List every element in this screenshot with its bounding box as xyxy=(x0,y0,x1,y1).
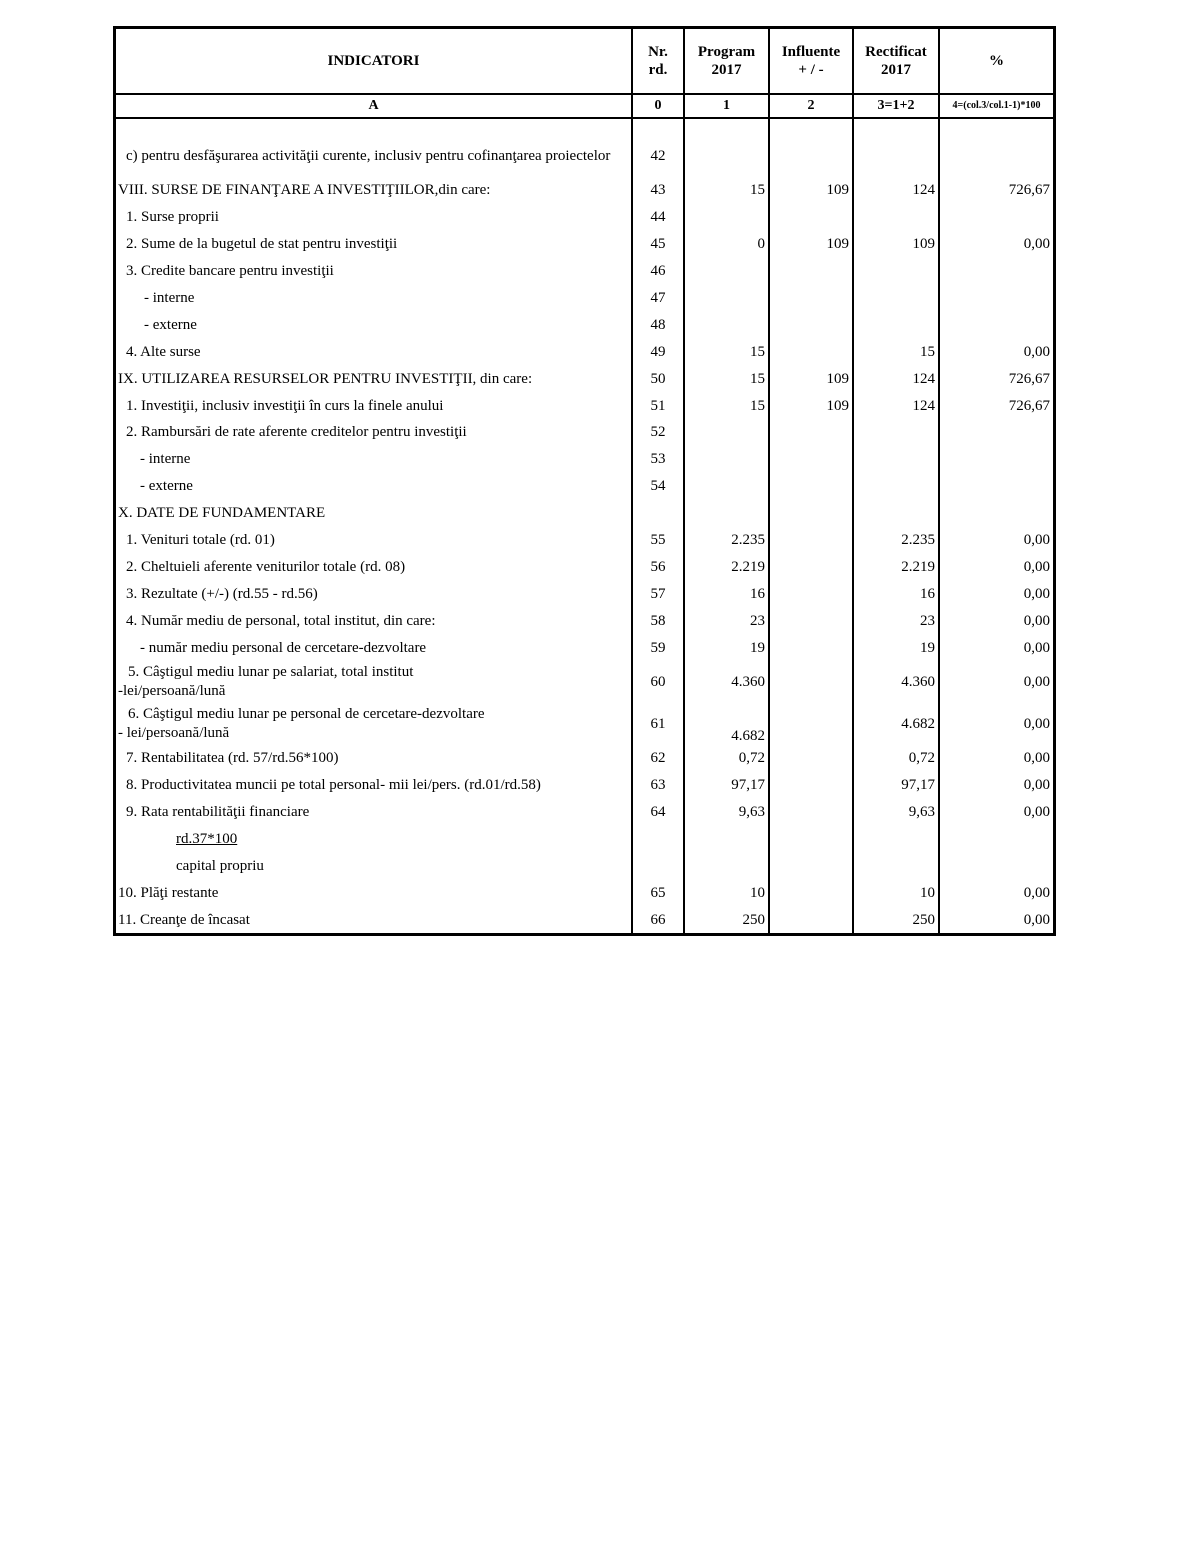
row-influente xyxy=(769,446,853,473)
row-program: 19 xyxy=(684,634,769,661)
row-rectificat: 124 xyxy=(853,177,939,204)
table-row xyxy=(116,419,1053,446)
row-percent xyxy=(939,826,1053,853)
row-label-multiline xyxy=(116,661,632,703)
row-rectificat xyxy=(853,135,939,177)
row-rectificat xyxy=(853,446,939,473)
subheader-a: A xyxy=(116,94,632,118)
header-rectificat: Rectificat 2017 xyxy=(853,29,939,94)
row-label: VIII. SURSE DE FINANŢARE A INVESTIŢIILOR,din care: xyxy=(118,182,491,199)
row-label: - externe xyxy=(140,478,193,495)
row-percent xyxy=(939,500,1053,527)
row-percent: 0,00 xyxy=(939,580,1053,607)
row-influente xyxy=(769,338,853,365)
table-row xyxy=(116,879,1053,906)
row-label: 10. Plăţi restante xyxy=(118,884,219,901)
header-influente: Influente + / - xyxy=(769,29,853,94)
row-nr: 44 xyxy=(632,204,684,231)
row-percent: 726,67 xyxy=(939,177,1053,204)
row-percent xyxy=(939,853,1053,880)
row-nr: 57 xyxy=(632,580,684,607)
row-influente xyxy=(769,607,853,634)
table-row xyxy=(116,634,1053,661)
row-rectificat xyxy=(853,500,939,527)
row-label: - număr mediu personal de cercetare-dezvoltare xyxy=(140,639,427,656)
row-nr xyxy=(632,853,684,880)
row-percent: 0,00 xyxy=(939,634,1053,661)
formula-numerator-text: rd.37*100 xyxy=(176,831,238,848)
row-program xyxy=(684,473,769,500)
table-row xyxy=(116,772,1053,799)
row-percent: 726,67 xyxy=(939,365,1053,392)
row-rectificat: 4.360 xyxy=(853,661,939,703)
row-program: 0,72 xyxy=(684,745,769,772)
table-row xyxy=(116,853,1053,880)
row-rectificat: 2.235 xyxy=(853,527,939,554)
row-rectificat xyxy=(853,419,939,446)
row-label-multiline xyxy=(116,703,632,745)
row-percent: 0,00 xyxy=(939,231,1053,258)
row-nr: 52 xyxy=(632,419,684,446)
row-influente xyxy=(769,553,853,580)
header-nr: Nr. rd. xyxy=(632,29,684,94)
row-percent xyxy=(939,258,1053,285)
table-row xyxy=(116,311,1053,338)
row-influente xyxy=(769,879,853,906)
row-influente xyxy=(769,661,853,703)
row-nr: 53 xyxy=(632,446,684,473)
row-label: - externe xyxy=(144,316,197,333)
row-label: X. DATE DE FUNDAMENTARE xyxy=(118,505,326,522)
row-influente xyxy=(769,799,853,826)
table-row xyxy=(116,826,1053,853)
table-row xyxy=(116,135,1053,177)
row-program xyxy=(684,853,769,880)
row-influente xyxy=(769,906,853,933)
row-program xyxy=(684,419,769,446)
row-label: 3. Rezultate (+/-) (rd.55 - rd.56) xyxy=(126,585,318,602)
row-influente xyxy=(769,745,853,772)
row-nr: 65 xyxy=(632,879,684,906)
row-percent xyxy=(939,311,1053,338)
row-rectificat: 0,72 xyxy=(853,745,939,772)
row-rectificat xyxy=(853,473,939,500)
subheader-col2: 2 xyxy=(769,94,853,118)
row-program: 15 xyxy=(684,177,769,204)
row-nr: 60 xyxy=(632,661,684,703)
row-program: 2.219 xyxy=(684,553,769,580)
table-row xyxy=(116,661,1053,703)
row-nr: 55 xyxy=(632,527,684,554)
row-nr: 59 xyxy=(632,634,684,661)
subheader-col4: 4=(col.3/col.1-1)*100 xyxy=(939,94,1053,118)
row-program: 23 xyxy=(684,607,769,634)
table-row xyxy=(116,553,1053,580)
row-nr: 46 xyxy=(632,258,684,285)
header-percent: % xyxy=(939,29,1053,94)
row-percent xyxy=(939,446,1053,473)
table-row xyxy=(116,745,1053,772)
row-nr: 47 xyxy=(632,285,684,312)
header-program: Program 2017 xyxy=(684,29,769,94)
row-percent: 0,00 xyxy=(939,906,1053,933)
table-row xyxy=(116,703,1053,745)
row-nr: 58 xyxy=(632,607,684,634)
row-rectificat: 15 xyxy=(853,338,939,365)
row-influente xyxy=(769,826,853,853)
row-rectificat xyxy=(853,204,939,231)
table-row xyxy=(116,231,1053,258)
row-program xyxy=(684,204,769,231)
row-label: 1. Investiţii, inclusiv investiţii în curs la finele anului xyxy=(126,397,444,414)
row-label: 2. Rambursări de rate aferente creditelor pentru investiţii xyxy=(126,424,467,441)
row-influente xyxy=(769,580,853,607)
row-label: IX. UTILIZAREA RESURSELOR PENTRU INVESTIŢII, din care: xyxy=(118,370,533,387)
row-rectificat: 23 xyxy=(853,607,939,634)
row-label-unit: -lei/persoană/lună xyxy=(118,683,226,700)
row-influente xyxy=(769,527,853,554)
row-influente: 109 xyxy=(769,177,853,204)
row-rectificat: 4.682 xyxy=(853,703,939,745)
row-label: 2. Sume de la bugetul de stat pentru investiţii xyxy=(126,236,398,253)
subheader-col1: 1 xyxy=(684,94,769,118)
table-row xyxy=(116,365,1053,392)
row-label: 4. Număr mediu de personal, total institut, din care: xyxy=(126,612,436,629)
table-row xyxy=(116,473,1053,500)
row-label: 3. Credite bancare pentru investiţii xyxy=(126,263,334,280)
row-program: 0 xyxy=(684,231,769,258)
row-rectificat: 124 xyxy=(853,365,939,392)
row-nr: 49 xyxy=(632,338,684,365)
row-nr: 43 xyxy=(632,177,684,204)
row-percent xyxy=(939,419,1053,446)
row-program: 2.235 xyxy=(684,527,769,554)
row-percent: 0,00 xyxy=(939,772,1053,799)
row-percent: 0,00 xyxy=(939,553,1053,580)
row-rectificat: 16 xyxy=(853,580,939,607)
row-program xyxy=(684,135,769,177)
row-percent: 0,00 xyxy=(939,879,1053,906)
row-rectificat xyxy=(853,826,939,853)
row-percent xyxy=(939,135,1053,177)
row-percent xyxy=(939,285,1053,312)
table-row xyxy=(116,607,1053,634)
row-nr: 45 xyxy=(632,231,684,258)
table-row xyxy=(116,392,1053,419)
row-influente xyxy=(769,634,853,661)
row-label: 7. Rentabilitatea (rd. 57/rd.56*100) xyxy=(126,750,339,767)
row-program xyxy=(684,446,769,473)
row-program: 4.360 xyxy=(684,661,769,703)
row-influente xyxy=(769,311,853,338)
row-rectificat: 250 xyxy=(853,906,939,933)
row-label: 9. Rata rentabilităţii financiare xyxy=(126,804,310,821)
row-nr: 66 xyxy=(632,906,684,933)
row-influente xyxy=(769,703,853,745)
formula-denominator: capital propriu xyxy=(176,858,264,875)
row-influente: 109 xyxy=(769,231,853,258)
subheader-col0: 0 xyxy=(632,94,684,118)
table-row xyxy=(116,580,1053,607)
row-program: 16 xyxy=(684,580,769,607)
row-label: 2. Cheltuieli aferente veniturilor totale (rd. 08) xyxy=(126,558,406,575)
subheader-col3: 3=1+2 xyxy=(853,94,939,118)
row-percent xyxy=(939,473,1053,500)
row-program xyxy=(684,311,769,338)
row-label: - interne xyxy=(144,290,195,306)
row-rectificat: 19 xyxy=(853,634,939,661)
row-percent: 0,00 xyxy=(939,527,1053,554)
table-row xyxy=(116,177,1053,204)
row-label: 6. Câştigul mediu lunar pe personal de cercetare-dezvoltare xyxy=(128,706,485,723)
table-row xyxy=(116,446,1053,473)
row-program: 15 xyxy=(684,392,769,419)
row-label: 1. Surse proprii xyxy=(126,209,219,226)
row-nr xyxy=(632,500,684,527)
row-program xyxy=(684,500,769,527)
row-nr: 51 xyxy=(632,392,684,419)
row-label: 5. Câştigul mediu lunar pe salariat, total institut xyxy=(128,664,414,681)
table-row xyxy=(116,527,1053,554)
table-row xyxy=(116,285,1053,312)
budget-indicators-table xyxy=(113,26,1056,936)
row-influente xyxy=(769,258,853,285)
row-rectificat xyxy=(853,258,939,285)
row-program: 10 xyxy=(684,879,769,906)
row-nr: 42 xyxy=(632,135,684,177)
row-percent: 0,00 xyxy=(939,745,1053,772)
row-label: 1. Venituri totale (rd. 01) xyxy=(126,532,275,549)
row-percent: 0,00 xyxy=(939,799,1053,826)
row-rectificat xyxy=(853,285,939,312)
row-nr: 64 xyxy=(632,799,684,826)
row-nr: 50 xyxy=(632,365,684,392)
row-percent: 0,00 xyxy=(939,661,1053,703)
row-program xyxy=(684,826,769,853)
row-influente xyxy=(769,772,853,799)
row-program xyxy=(684,285,769,312)
table-row xyxy=(116,204,1053,231)
row-influente xyxy=(769,500,853,527)
row-program: 9,63 xyxy=(684,799,769,826)
row-program: 15 xyxy=(684,338,769,365)
row-rectificat: 109 xyxy=(853,231,939,258)
row-program: 4.682 xyxy=(684,703,769,745)
row-influente xyxy=(769,853,853,880)
row-program: 250 xyxy=(684,906,769,933)
row-influente: 109 xyxy=(769,392,853,419)
row-label: 8. Productivitatea muncii pe total personal- mii lei/pers. (rd.01/rd.58) xyxy=(126,777,541,794)
row-rectificat: 124 xyxy=(853,392,939,419)
row-rectificat: 9,63 xyxy=(853,799,939,826)
row-program: 15 xyxy=(684,365,769,392)
row-nr: 48 xyxy=(632,311,684,338)
row-rectificat: 2.219 xyxy=(853,553,939,580)
row-rectificat: 10 xyxy=(853,879,939,906)
row-label: 11. Creanţe de încasat xyxy=(118,911,250,928)
table-row xyxy=(116,258,1053,285)
table-row xyxy=(116,799,1053,826)
row-percent xyxy=(939,204,1053,231)
row-influente xyxy=(769,473,853,500)
row-nr: 62 xyxy=(632,745,684,772)
row-program: 97,17 xyxy=(684,772,769,799)
row-label: 4. Alte surse xyxy=(126,343,201,360)
table-row xyxy=(116,906,1053,933)
row-percent: 726,67 xyxy=(939,392,1053,419)
row-program xyxy=(684,258,769,285)
row-percent: 0,00 xyxy=(939,607,1053,634)
row-label: c) pentru desfăşurarea activităţii curente, inclusiv pentru cofinanţarea proiectelor xyxy=(126,147,611,164)
row-influente xyxy=(769,285,853,312)
row-nr: 54 xyxy=(632,473,684,500)
row-rectificat xyxy=(853,853,939,880)
row-percent: 0,00 xyxy=(939,703,1053,745)
row-percent: 0,00 xyxy=(939,338,1053,365)
formula-numerator xyxy=(116,826,632,853)
row-influente: 109 xyxy=(769,365,853,392)
table-row xyxy=(116,338,1053,365)
row-nr: 61 xyxy=(632,703,684,745)
row-rectificat xyxy=(853,311,939,338)
row-influente xyxy=(769,204,853,231)
row-influente xyxy=(769,419,853,446)
row-nr xyxy=(632,826,684,853)
row-label: - interne xyxy=(140,451,191,468)
row-rectificat: 97,17 xyxy=(853,772,939,799)
table-row xyxy=(116,500,1053,527)
row-label-unit: - lei/persoană/lună xyxy=(118,725,230,742)
row-nr: 56 xyxy=(632,553,684,580)
header-indicatori: INDICATORI xyxy=(116,29,632,94)
row-influente xyxy=(769,135,853,177)
row-nr: 63 xyxy=(632,772,684,799)
